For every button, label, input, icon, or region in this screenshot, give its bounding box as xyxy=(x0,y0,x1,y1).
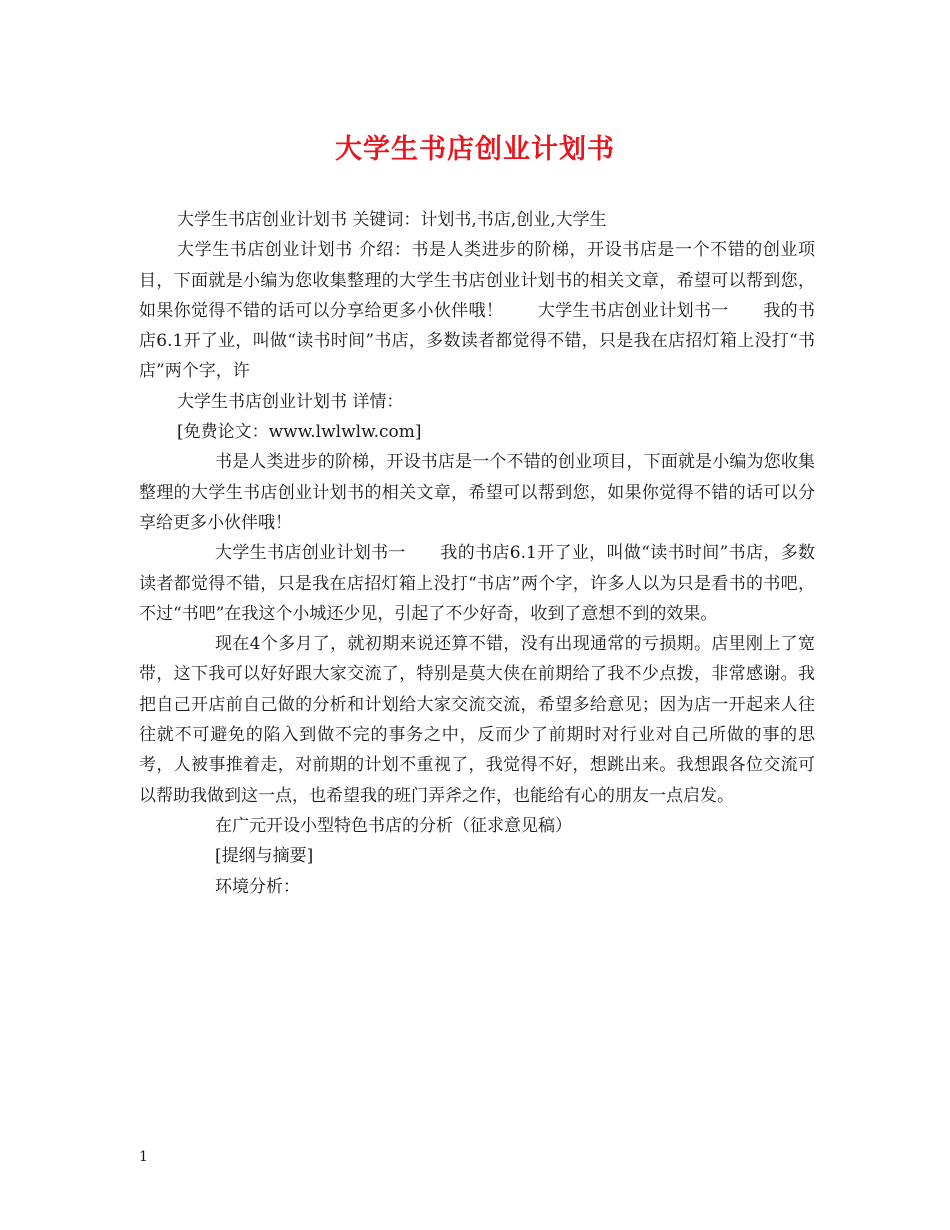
body-paragraph: 现在4个多月了，就初期来说还算不错，没有出现通常的亏损期。店里刚上了宽带，这下我可以好好跟大家交流了，特别是莫大侠在前期给了我不少点拨，非常感谢。我把自己开店前自己做的分析和计划给大家交流交流，希望多给意见；因为店一开起来人往往就不可避免的陷入到做不完的事务之中，反而少了前期时对行业对自己所做的事的思考，人被事推着走，对前期的计划不重视了，我觉得不好，想跳出来。我想跟各位交流可以帮助我做到这一点，也希望我的班门弄斧之作，也能给有心的朋友一点启发。 xyxy=(139,634,815,806)
source-link-line: [免费论文：www.lwlwlw.com] xyxy=(177,422,422,443)
section-heading: 在广元开设小型特色书店的分析（征求意见稿） xyxy=(215,815,572,836)
document-title: 大学生书店创业计划书 xyxy=(335,134,615,165)
body-paragraph: 大学生书店创业计划书一 我的书店6.1开了业，叫做“读书时间”书店，多数读者都觉得不错，只是我在店招灯箱上没打“书店”两个字，许多人以为只是看书的书吧，不过“书吧”在我这个小城还少见，引起了不少好奇，收到了意想不到的效果。 xyxy=(139,543,815,624)
document-body xyxy=(139,205,815,902)
section-heading: 环境分析： xyxy=(215,876,300,897)
page-number: 1 xyxy=(139,1149,148,1165)
section-heading: [提纲与摘要] xyxy=(215,846,314,867)
details-label: 大学生书店创业计划书 详情： xyxy=(177,391,404,412)
body-paragraph: 书是人类进步的阶梯，开设书店是一个不错的创业项目，下面就是小编为您收集整理的大学生书店创业计划书的相关文章，希望可以帮到您，如果你觉得不错的话可以分享给更多小伙伴哦！ xyxy=(139,452,815,533)
intro-paragraph: 大学生书店创业计划书 介绍：书是人类进步的阶梯，开设书店是一个不错的创业项目，下面就是小编为您收集整理的大学生书店创业计划书的相关文章，希望可以帮到您，如果你觉得不错的话可以分享给更多小伙伴哦！ 大学生书店创业计划书一 我的书店6.1开了业，叫做“读书时间”书店，多数读者都觉得不错，只是我在店招灯箱上没打“书店”两个字，许 xyxy=(139,240,815,382)
keywords-paragraph: 大学生书店创业计划书 关键词：计划书,书店,创业,大学生 xyxy=(177,210,607,230)
